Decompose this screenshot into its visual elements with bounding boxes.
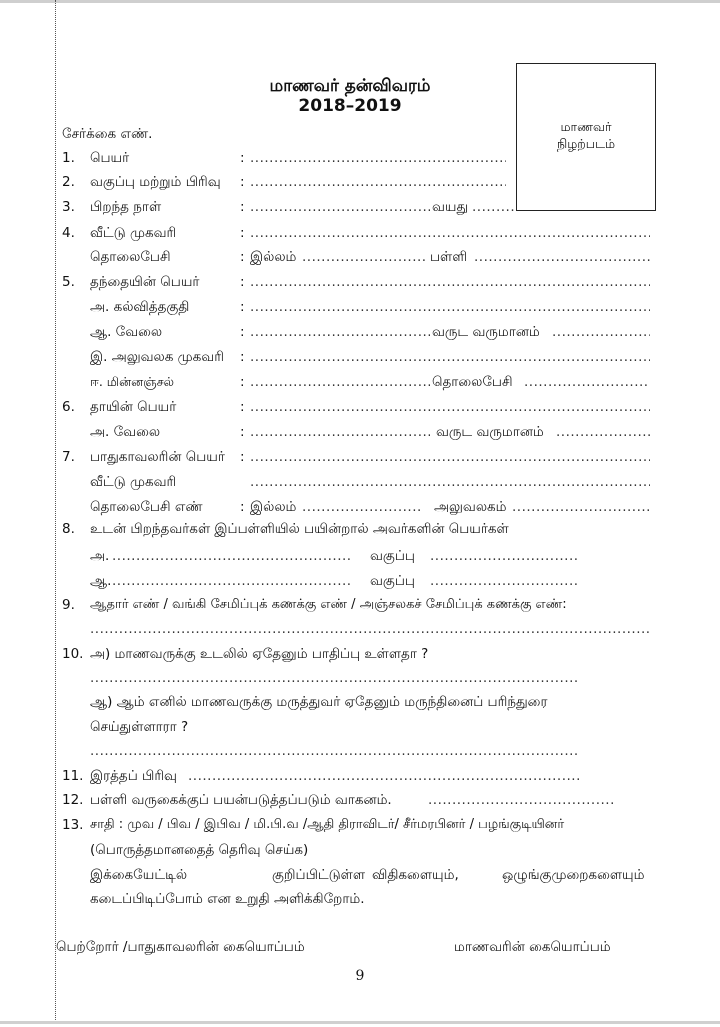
colon: : [240,199,245,215]
blank-line[interactable] [250,222,650,244]
field-label: வீட்டு முகவரி [90,474,177,490]
blank-line[interactable] [90,667,580,689]
blank-line[interactable] [524,371,650,393]
income-label: வருட வருமானம் [436,424,544,440]
field-address-row [62,222,652,244]
blank-line[interactable] [250,321,430,343]
blank-line[interactable] [250,396,650,418]
colon: : [240,424,245,440]
field-siblings-row [62,518,662,540]
blank-line[interactable] [250,446,650,468]
sibling-2-row [62,570,592,592]
field-label: ஈ. மின்னஞ்சல் [90,374,175,389]
blank-line[interactable] [250,371,430,393]
field-label: ஆதார் எண் / வங்கி சேமிப்புக் கணக்கு எண் / அஞ்சலகச் சேமிப்புக் கணக்கு எண்: [90,597,567,612]
field-label: தொலைபேசி எண் [90,499,203,515]
field-label: இ. அலுவலக முகவரி [90,349,224,365]
field-label: உடன் பிறந்தவர்கள் இப்பள்ளியில் பயின்றால் அவர்களின் பெயர்கள் [90,521,509,537]
declaration-line-1 [62,864,662,886]
field-label: ஆ. வேலை [90,324,163,340]
declaration-word: விதிகளையும், [372,867,459,883]
field-label: அ) மாணவருக்கு உடலில் ஏதேனும் பாதிப்பு உள்ளதா ? [90,646,429,662]
item-number: 1. [62,150,75,166]
colon: : [240,374,245,390]
declaration-word: குறிப்பிட்டுள்ள [272,867,366,883]
field-guardian-address-row [62,471,652,493]
blank-line[interactable] [90,740,580,762]
income-label: வருட வருமானம் [432,324,540,340]
declaration-text: கடைப்பிடிப்போம் என உறுதி அளிக்கிறோம். [90,891,365,907]
class-label: வகுப்பு [370,573,415,589]
field-phone-row [62,246,652,268]
field-mother-row [62,396,652,418]
colon: : [240,299,245,315]
item-number: 8. [62,521,75,537]
field-label: பிறந்த நாள் [90,199,162,215]
sibling-label: அ. [90,548,110,564]
item-number: 9. [62,597,75,613]
item-number: 12. [62,792,84,808]
field-father-email-row [62,371,652,393]
blank-line[interactable] [472,196,516,218]
field-label: சாதி : முவ / பிவ / இபிவ / மி.பி.வ /ஆதி திராவிடர்/ சீர்மரபினர் / பழங்குடியினர் [90,817,565,832]
blank-line[interactable] [250,171,506,193]
field-caste-hint-row [62,839,662,861]
item-number: 3. [62,199,75,215]
sibling-label: ஆ. [90,573,112,589]
colon: : [240,399,245,415]
class-label: வகுப்பு [370,548,415,564]
blank-line[interactable] [302,496,422,518]
field-label: பெயர் [90,150,130,166]
field-label: வகுப்பு மற்றும் பிரிவு [90,174,221,190]
blank-line[interactable] [250,421,430,443]
item-number: 2. [62,174,75,190]
photo-box [516,63,656,211]
item-number: 5. [62,274,75,290]
colon: : [240,150,245,166]
colon: : [240,249,245,265]
field-caste-row [62,814,682,836]
field-label: தந்தையின் பெயர் [90,274,200,290]
field-label: பள்ளி வருகைக்குப் பயன்படுத்தப்படும் வாகனம். [90,792,392,808]
blank-line[interactable] [556,421,650,443]
field-father-office-row [62,346,652,368]
blank-line[interactable] [474,246,650,268]
blank-line[interactable] [430,545,578,567]
blank-line[interactable] [250,196,430,218]
field-label: அ. வேலை [90,424,161,440]
blank-line[interactable] [112,545,352,567]
parent-signature-label: பெற்றோர் /பாதுகாவலரின் கையொப்பம் [56,939,305,955]
field-label: பாதுகாவலரின் பெயர் [90,449,225,465]
title-year: 2018–2019 [298,96,402,116]
field-father-education-row [62,296,652,318]
colon: : [240,174,245,190]
field-mother-job-row [62,421,652,443]
blank-line[interactable] [90,618,652,640]
page-number: 9 [355,968,365,984]
item-number: 10. [62,646,84,662]
phone-label: தொலைபேசி [432,374,513,390]
declaration-word: இக்கையேட்டில் [90,867,188,883]
blank-line[interactable] [512,496,650,518]
colon: : [240,225,245,241]
student-signature-label: மாணவரின் கையொப்பம் [454,939,611,955]
item-number: 4. [62,225,75,241]
field-label: இரத்தப் பிரிவு [90,768,177,784]
blank-line[interactable] [552,321,650,343]
item-number: 11. [62,768,84,784]
sibling-1-row [62,545,592,567]
field-label: ஆ) ஆம் எனில் மாணவருக்கு மருத்துவர் ஏதேனும் மருந்தினைப் பரிந்துரை [90,694,548,710]
field-vehicle-row [62,789,662,811]
field-class-row [62,171,512,193]
office-label: அலுவலகம் [434,499,507,515]
field-medication-row [62,691,662,713]
field-aadhaar-row [62,594,662,616]
health-blank-row [62,667,662,689]
blank-line[interactable] [250,296,650,318]
blank-line[interactable] [250,271,650,293]
school-label: பள்ளி [430,249,468,265]
photo-label-2: நிழற்படம் [556,136,616,151]
field-hint: (பொருத்தமானதைத் தெரிவு செய்க) [90,842,309,858]
colon: : [240,449,245,465]
item-number: 6. [62,399,75,415]
field-label: தாயின் பெயர் [90,399,177,415]
parent-signature-row [56,936,376,958]
field-father-job-row [62,321,652,343]
field-label: தொலைபேசி [90,249,171,265]
declaration-word: ஒழுங்குமுறைகளையும் [502,867,645,883]
field-label: செய்துள்ளாரா ? [90,719,189,735]
field-guardian-phone-row [62,496,652,518]
page-bottom-edge [0,1021,720,1024]
home-label: இல்லம் [250,499,297,515]
blank-line[interactable] [430,570,578,592]
photo-label-1: மாணவர் [560,119,612,134]
field-label: வீட்டு முகவரி [90,225,177,241]
colon: : [240,274,245,290]
field-guardian-row [62,446,652,468]
blank-line[interactable] [250,471,650,493]
admission-number-label: சேர்க்கை எண். [62,126,153,142]
declaration-line-2 [62,888,662,910]
age-label: வயது [432,199,469,215]
field-name-row [62,147,512,169]
colon: : [240,324,245,340]
field-label: அ. கல்வித்தகுதி [90,299,190,315]
item-number: 7. [62,449,75,465]
field-health-row [62,643,662,665]
medication-blank-row [62,740,662,762]
field-father-row [62,271,652,293]
field-medication-row-2 [62,716,662,738]
margin-dotted-line [55,0,56,1020]
blank-line[interactable] [188,765,580,787]
blank-line[interactable] [302,246,426,268]
aadhaar-blank-row [62,618,662,640]
field-dob-row [62,196,522,218]
colon: : [240,349,245,365]
blank-line[interactable] [112,570,352,592]
title-heading: மாணவர் தன்விவரம் [269,76,431,96]
form-title [200,76,500,116]
colon: : [240,499,245,515]
field-blood-group-row [62,765,662,787]
blank-line[interactable] [250,147,506,169]
blank-line[interactable] [250,346,650,368]
blank-line[interactable] [428,789,614,811]
student-signature-row [454,936,674,958]
home-label: இல்லம் [250,249,297,265]
item-number: 13. [62,817,84,833]
